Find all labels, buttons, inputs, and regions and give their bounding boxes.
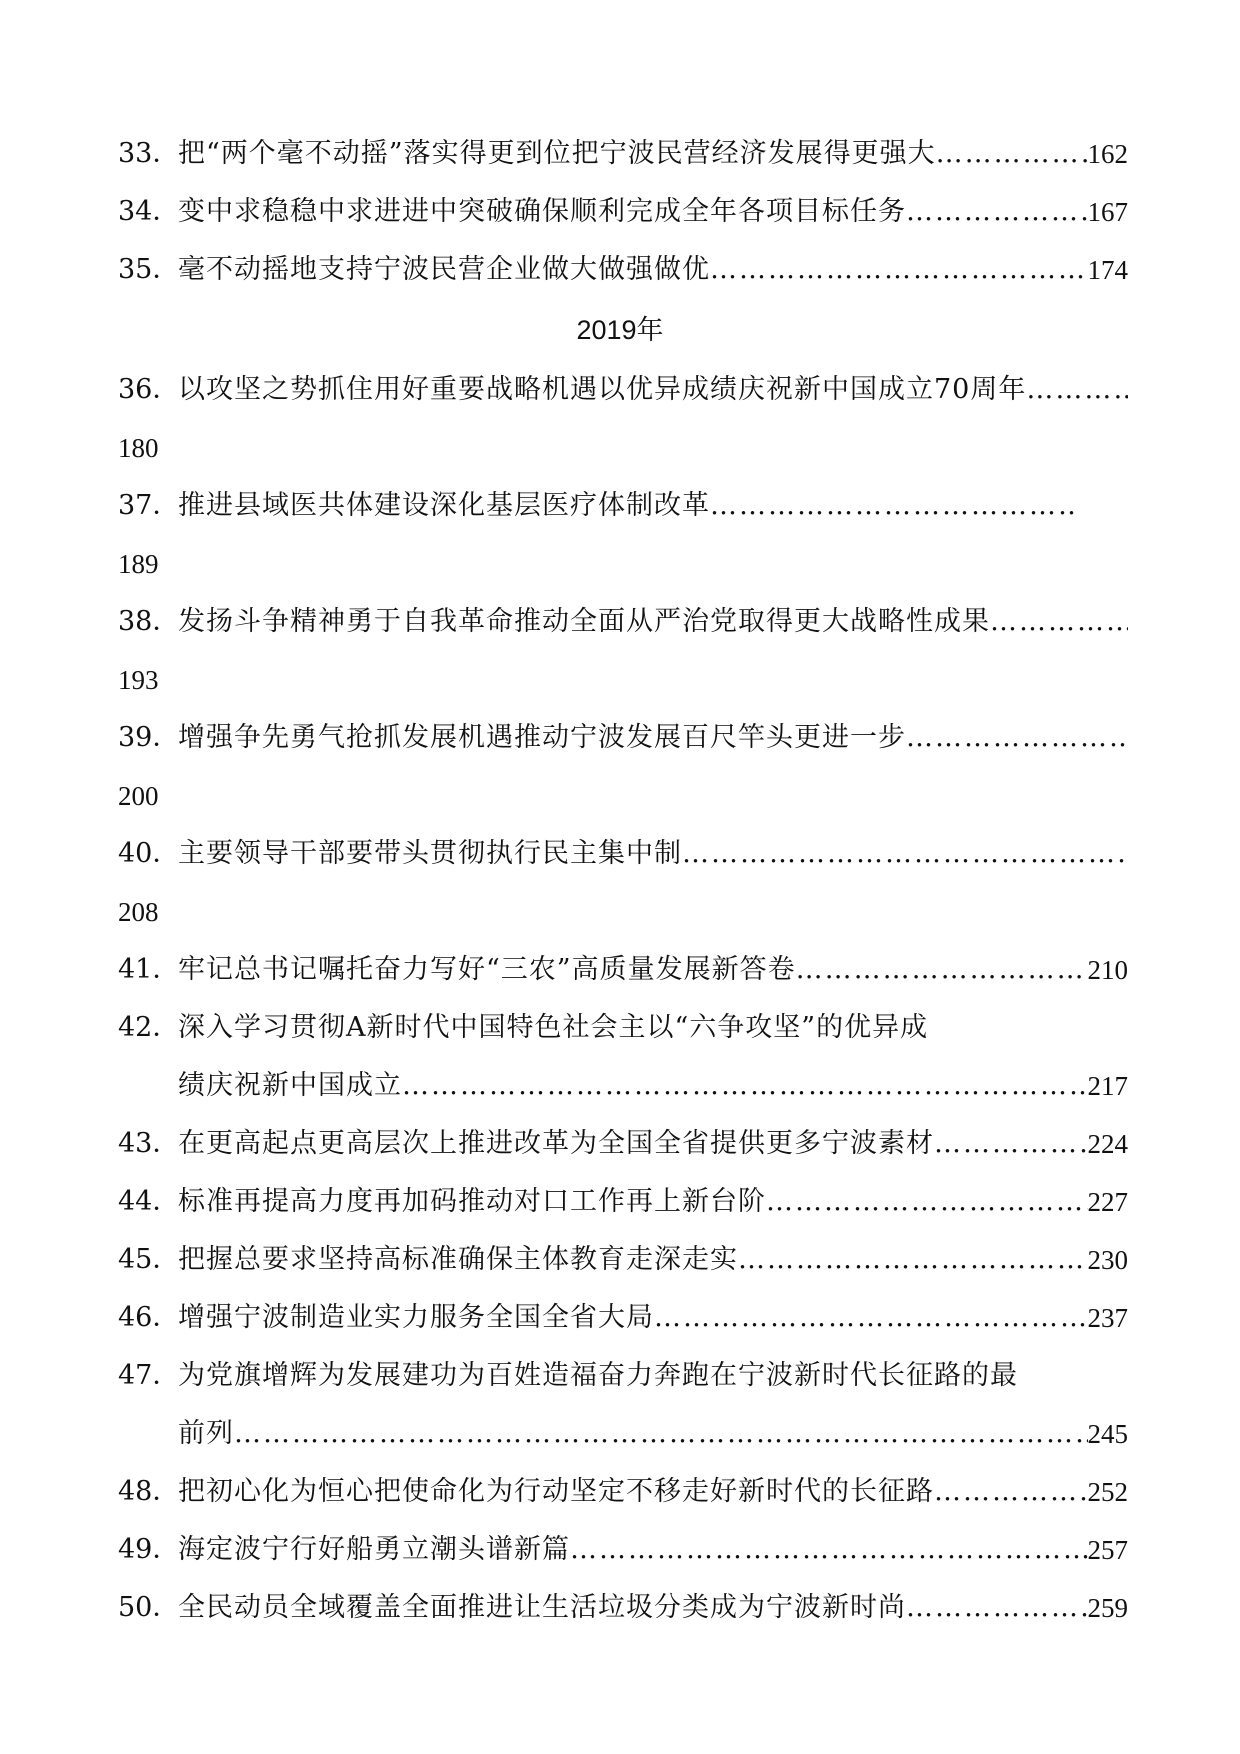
dot-leader bbox=[1026, 368, 1128, 412]
entry-number: 37． bbox=[118, 490, 180, 521]
toc-entry-36-page bbox=[118, 426, 1128, 470]
entry-title: 全民动员全域覆盖全面推进让生活垃圾分类成为宁波新时尚 bbox=[178, 1592, 906, 1623]
entry-title: 牢记总书记嘱托奋力写好“三农”高质量发展新答卷 bbox=[178, 954, 796, 985]
toc-entry-49[interactable] bbox=[118, 1528, 1128, 1572]
toc-entry-42[interactable] bbox=[118, 1006, 1128, 1050]
entry-page-number: 189 bbox=[118, 549, 159, 579]
dot-leader bbox=[682, 832, 1128, 876]
toc-entry-35[interactable] bbox=[118, 248, 1128, 292]
entry-number: 39． bbox=[118, 722, 180, 753]
toc-entry-36[interactable] bbox=[118, 368, 1128, 412]
entry-number: 45． bbox=[118, 1244, 180, 1275]
entry-page-number: 162 bbox=[1087, 139, 1128, 169]
entry-title: 变中求稳稳中求进进中突破确保顺利完成全年各项目标任务 bbox=[178, 196, 906, 227]
entry-title: 为党旗增辉为发展建功为百姓造福奋力奔跑在宁波新时代长征路的最 bbox=[178, 1360, 1018, 1391]
entry-page-number: 180 bbox=[118, 433, 159, 463]
entry-page-number: 193 bbox=[118, 665, 159, 695]
entry-number: 48． bbox=[118, 1476, 180, 1507]
toc-entry-40-page bbox=[118, 890, 1128, 934]
entry-page-number: 230 bbox=[1087, 1245, 1128, 1275]
entry-title-continued: 前列 bbox=[178, 1418, 234, 1449]
entry-number: 38． bbox=[118, 606, 180, 637]
toc-entry-37-page bbox=[118, 542, 1128, 586]
dot-leader bbox=[906, 716, 1128, 760]
toc-entry-47[interactable] bbox=[118, 1354, 1128, 1398]
toc-entry-39[interactable] bbox=[118, 716, 1128, 760]
entry-title: 以攻坚之势抓住用好重要战略机遇以优异成绩庆祝新中国成立70周年 bbox=[178, 374, 1027, 405]
dot-leader bbox=[796, 948, 1088, 992]
dot-leader bbox=[570, 1528, 1088, 1572]
year-heading: 2019年 bbox=[576, 315, 664, 345]
toc-entry-46[interactable] bbox=[118, 1296, 1128, 1340]
dot-leader bbox=[402, 1064, 1088, 1108]
toc-entry-38[interactable] bbox=[118, 600, 1128, 644]
entry-title: 深入学习贯彻A新时代中国特色社会主以“六争攻坚”的优异成 bbox=[178, 1012, 929, 1043]
entry-title: 把握总要求坚持高标准确保主体教育走深走实 bbox=[178, 1244, 738, 1275]
entry-number: 35． bbox=[118, 254, 180, 285]
entry-page-number: 224 bbox=[1087, 1129, 1128, 1159]
entry-number: 47． bbox=[118, 1360, 180, 1391]
entry-title: 海定波宁行好船勇立潮头谱新篇 bbox=[178, 1534, 570, 1565]
entry-title: 增强争先勇气抢抓发展机遇推动宁波发展百尺竿头更进一步 bbox=[178, 722, 906, 753]
entry-page-number: 167 bbox=[1087, 197, 1128, 227]
dot-leader bbox=[990, 600, 1128, 644]
toc-entry-45[interactable] bbox=[118, 1238, 1128, 1282]
entry-number: 34． bbox=[118, 196, 180, 227]
toc-entry-40[interactable] bbox=[118, 832, 1128, 876]
entry-number: 43． bbox=[118, 1128, 180, 1159]
entry-title: 主要领导干部要带头贯彻执行民主集中制 bbox=[178, 838, 682, 869]
dot-leader bbox=[936, 132, 1088, 176]
toc-entry-50[interactable] bbox=[118, 1586, 1128, 1630]
toc-entry-34[interactable] bbox=[118, 190, 1128, 234]
entry-number: 41． bbox=[118, 954, 180, 985]
dot-leader bbox=[766, 1180, 1088, 1224]
entry-title: 标准再提高力度再加码推动对口工作再上新台阶 bbox=[178, 1186, 766, 1217]
entry-title: 发扬斗争精神勇于自我革命推动全面从严治党取得更大战略性成果 bbox=[178, 606, 990, 637]
dot-leader bbox=[934, 1122, 1088, 1166]
entry-title-continued: 绩庆祝新中国成立 bbox=[178, 1070, 402, 1101]
entry-number: 46． bbox=[118, 1302, 180, 1333]
entry-page-number: 210 bbox=[1087, 955, 1128, 985]
entry-title: 在更高起点更高层次上推进改革为全国全省提供更多宁波素材 bbox=[178, 1128, 934, 1159]
toc-entry-43[interactable] bbox=[118, 1122, 1128, 1166]
dot-leader bbox=[738, 1238, 1088, 1282]
entry-title: 毫不动摇地支持宁波民营企业做大做强做优 bbox=[178, 254, 710, 285]
toc-entry-42-continued[interactable] bbox=[178, 1064, 1128, 1108]
toc-entry-41[interactable] bbox=[118, 948, 1128, 992]
toc-entry-33[interactable] bbox=[118, 132, 1128, 176]
entry-title: 增强宁波制造业实力服务全国全省大局 bbox=[178, 1302, 654, 1333]
entry-number: 50． bbox=[118, 1592, 180, 1623]
dot-leader bbox=[906, 1586, 1088, 1630]
toc-entry-48[interactable] bbox=[118, 1470, 1128, 1514]
dot-leader bbox=[710, 248, 1088, 292]
entry-number: 42． bbox=[118, 1012, 180, 1043]
entry-page-number: 257 bbox=[1087, 1535, 1128, 1565]
toc-entry-44[interactable] bbox=[118, 1180, 1128, 1224]
entry-number: 49． bbox=[118, 1534, 180, 1565]
entry-title: 把初心化为恒心把使命化为行动坚定不移走好新时代的长征路 bbox=[178, 1476, 934, 1507]
entry-page-number: 174 bbox=[1087, 255, 1128, 285]
entry-number: 40． bbox=[118, 838, 180, 869]
entry-page-number: 227 bbox=[1087, 1187, 1128, 1217]
entry-title: 把“两个毫不动摇”落实得更到位把宁波民营经济发展得更强大 bbox=[178, 138, 936, 169]
entry-number: 44． bbox=[118, 1186, 180, 1217]
dot-leader bbox=[906, 190, 1088, 234]
dot-leader bbox=[934, 1470, 1088, 1514]
toc-entry-37[interactable] bbox=[118, 484, 1078, 528]
toc-entry-39-page bbox=[118, 774, 1128, 818]
dot-leader bbox=[710, 484, 1078, 528]
entry-page-number: 200 bbox=[118, 781, 159, 811]
dot-leader bbox=[654, 1296, 1088, 1340]
entry-title: 推进县域医共体建设深化基层医疗体制改革 bbox=[178, 490, 710, 521]
entry-number: 36． bbox=[118, 374, 180, 405]
entry-page-number: 208 bbox=[118, 897, 159, 927]
entry-number: 33． bbox=[118, 138, 180, 169]
toc-entry-38-page bbox=[118, 658, 1128, 702]
entry-page-number: 259 bbox=[1087, 1593, 1128, 1623]
entry-page-number: 252 bbox=[1087, 1477, 1128, 1507]
entry-page-number: 217 bbox=[1087, 1071, 1128, 1101]
toc-entry-47-continued[interactable] bbox=[178, 1412, 1128, 1456]
entry-page-number: 237 bbox=[1087, 1303, 1128, 1333]
entry-page-number: 245 bbox=[1087, 1419, 1128, 1449]
dot-leader bbox=[234, 1412, 1088, 1456]
